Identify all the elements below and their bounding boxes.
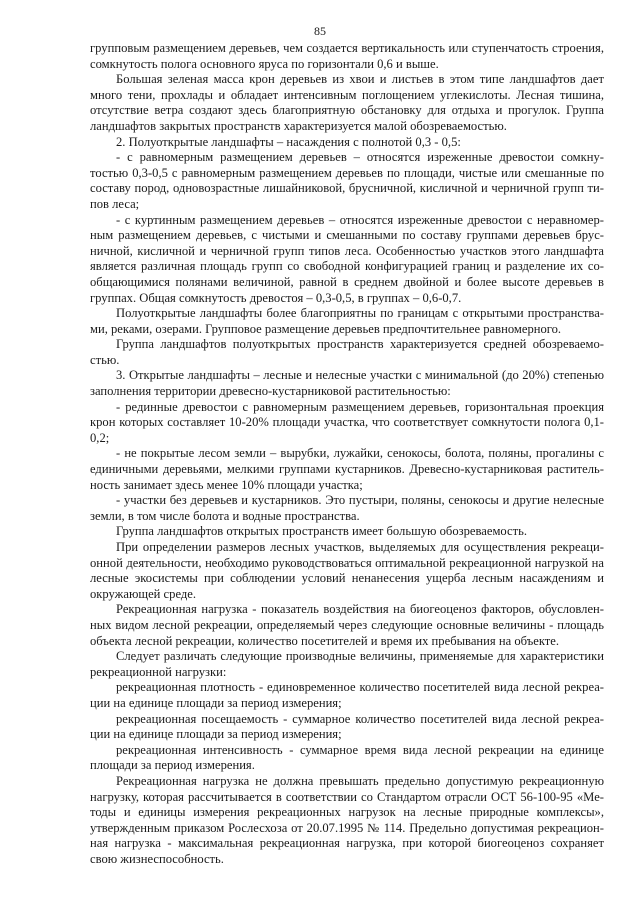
paragraph: 2. Полуоткрытые ландшафты – насаждения с полнотой 0,3 - 0,5: — [116, 134, 461, 149]
paragraph: Группа ландшафтов открытых пространств имеет большую обозреваемость. — [116, 524, 528, 539]
paragraph: рекреационная интенсивность - суммарное время вида лесной рекреации на единице площади за период измерения. — [90, 742, 604, 773]
paragraph: - с равномерным размещением деревьев – относятся изреженные древостои сомкнутостью 0,3-0,5 с равномерным размещением деревьев по площади, чистые или смешанные по составу пород, одновозрастные лишайниковой, брусничной, кисличной и черничной групп типов леса; — [90, 150, 604, 211]
paragraph: - не покрытые лесом земли – вырубки, лужайки, сенокосы, болота, поляны, прогалины с единичными деревьями, мелкими группами кустарников. Древесно-кустарниковая растительность занимает здесь менее 10% площади участка; — [90, 446, 604, 492]
page-number: 85 — [314, 24, 326, 38]
paragraph: групповым размещением деревьев, чем создается вертикальность или ступенчатость строения, сомкнутость полога основного яруса по горизонтали 0,6 и выше. — [90, 41, 604, 71]
paragraph: - рединные древостои с равномерным размещением деревьев, горизонтальная проекция крон которых составляет 10-20% площади участка, что соответствует сомкнутости полога 0,1-0,2; — [90, 399, 604, 445]
paragraph: При определении размеров лесных участков, выделяемых для осуществления рекреационной деятельности, необходимо руководствоваться оптимальной рекреационной нагрузкой на лесные экосистемы при соблюдении условий ненанесения ущерба лесным насаждениям и окружающей среде. — [90, 540, 604, 601]
paragraph: Следует различать следующие производные величины, применяемые для характеристики рекреационной нагрузки: — [90, 649, 604, 679]
paragraph: рекреационная посещаемость - суммарное количество посетителей вида лесной рекреации на единице площади за период измерения; — [90, 711, 604, 742]
paragraph: Полуоткрытые ландшафты более благоприятны по границам с открытыми пространствами, реками, озерами. Групповое размещение деревьев предпочтительнее равномерного. — [90, 306, 604, 336]
paragraph: - участки без деревьев и кустарников. Это пустыри, поляны, сенокосы и другие нелесные земли, в том числе болота и водные пространства. — [90, 493, 604, 523]
paragraph: Рекреационная нагрузка - показатель воздействия на биогеоценоз факторов, обусловленных видом лесной рекреации, определяемый через следующие основные величины - площадь объекта лесной рекреации, количество посетителей и время их пребывания на объекте. — [90, 602, 604, 648]
page-body — [90, 41, 604, 867]
paragraph: - с куртинным размещением деревьев – относятся изреженные древостои с неравномерным размещением деревьев, с чистыми и смешанными по составу группами деревьев брусничной, кисличной и черничной групп типов леса. Особенностью участков этого ландшафта является различная площадь групп со свободной конфигурацией границ и разделение их сообщающимися полянами величиной, равной в среднем двойной и более высоте деревьев в группах. Общая сомкнутость древостоя – 0,3-0,5, в группах – 0,6-0,7. — [90, 212, 604, 305]
paragraph: 3. Открытые ландшафты – лесные и нелесные участки с минимальной (до 20%) степенью заполнения территории древесно-кустарниковой растительностью: — [90, 368, 604, 399]
paragraph: Группа ландшафтов полуоткрытых пространств характеризуется средней обозреваемостью. — [90, 337, 604, 367]
paragraph: Рекреационная нагрузка не должна превышать предельно допустимую рекреационную нагрузку, которая рассчитывается в соответствии со Стандартом отрасли ОСТ 56-100-95 «Методы и единицы измерения рекреационных нагрузок на лесные природные комплексы», утвержденным приказом Рослесхоза от 20.07.1995 № 114. Предельно допустимая рекреационная нагрузка - максимальная рекреационная нагрузка, при которой биогеоценоз сохраняет свою жизнеспособность. — [90, 773, 604, 866]
paragraph: Большая зеленая масса крон деревьев из хвои и листьев в этом типе ландшафтов дает много тени, прохлады и обладает интенсивным поглощением углекислоты. Лесная тишина, отсутствие ветра создают здесь благоприятную обстановку для отдыха и прогулок. Группа ландшафтов закрытых пространств характеризуется малой обозреваемостью. — [90, 72, 604, 133]
paragraph: рекреационная плотность - единовременное количество посетителей вида лесной рекреации на единице площади за период измерения; — [90, 680, 604, 710]
